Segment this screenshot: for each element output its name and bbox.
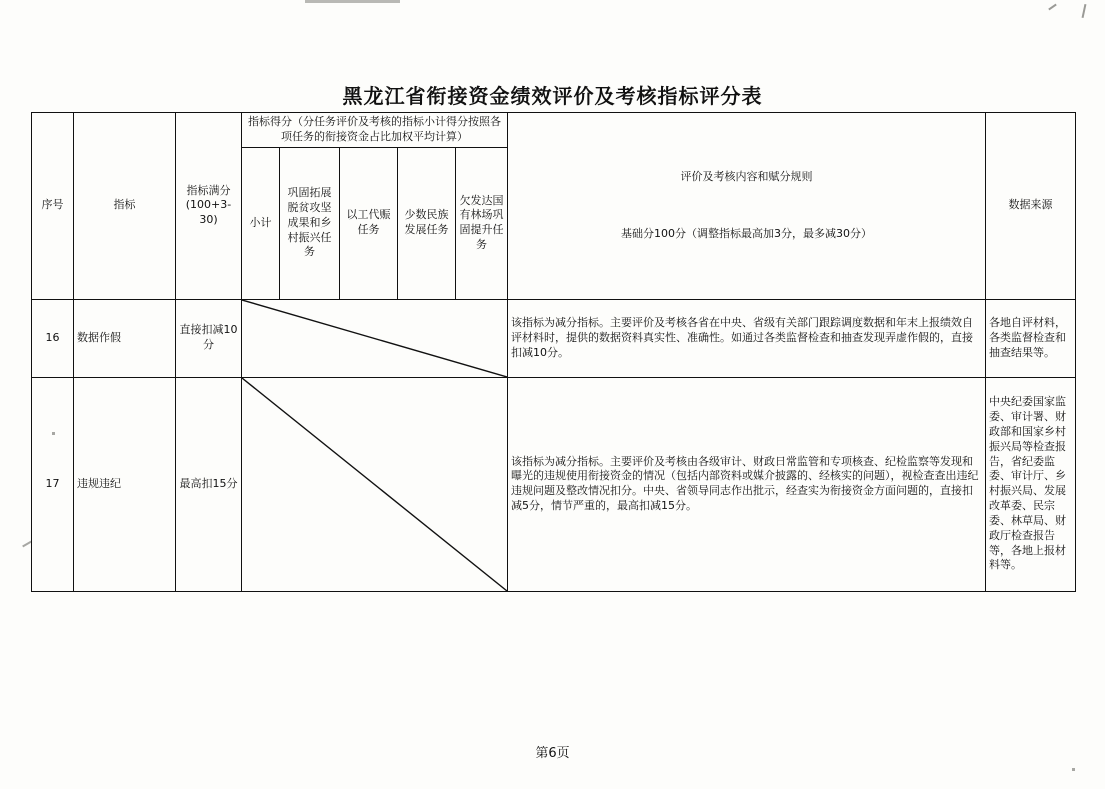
header-full-score: 指标满分(100+3-30) <box>176 113 242 300</box>
row-content: 该指标为减分指标。主要评价及考核各省在中央、省级有关部门跟踪调度数据和年末上报绩效自评材料时，提供的数据资料真实性、准确性。如通过各类监督检查和抽查发现弄虚作假的，直接扣减10分。 <box>508 299 986 377</box>
row-seq: 17 <box>32 377 74 591</box>
scoring-table <box>31 112 1076 592</box>
row-full-score: 直接扣减10分 <box>176 299 242 377</box>
header-data-source: 数据来源 <box>986 113 1076 300</box>
header-indicator: 指标 <box>74 113 176 300</box>
table-row <box>32 299 1076 377</box>
diagonal-strike-icon <box>242 300 507 377</box>
scan-artifact-top <box>305 0 400 3</box>
header-score-group: 指标得分（分任务评价及考核的指标小计得分按照各项任务的衔接资金占比加权平均计算） <box>242 113 508 148</box>
row-content: 该指标为减分指标。主要评价及考核由各级审计、财政日常监管和专项核查、纪检监察等发现和曝光的违规使用衔接资金的情况（包括内部资料或媒介披露的、经核实的问题），视检查查出违纪违规问题及整改情况扣分。中央、省领导同志作出批示，经查实为衔接资金方面问题的，直接扣减5分，情节严重的，最高扣减15分。 <box>508 377 986 591</box>
table-header-row-1 <box>32 113 1076 148</box>
header-content-rules-title: 评价及考核内容和赋分规则 <box>680 170 813 183</box>
row-full-score: 最高扣15分 <box>176 377 242 591</box>
page-number: 第6页 <box>535 746 570 761</box>
header-sub-col-3: 欠发达国有林场巩固提升任务 <box>456 147 508 299</box>
row-score-cells-struck <box>242 299 508 377</box>
page-title: 黑龙江省衔接资金绩效评价及考核指标评分表 <box>342 84 763 108</box>
header-sub-col-1: 以工代赈任务 <box>340 147 398 299</box>
row-data-source: 中央纪委国家监委、审计署、财政部和国家乡村振兴局等检查报告，省纪委监委、审计厅、乡村振兴局、发展改革委、民宗委、林草局、财政厅检查报告等，各地上报材料等。 <box>986 377 1076 591</box>
header-sub-col-0: 巩固拓展脱贫攻坚成果和乡村振兴任务 <box>280 147 340 299</box>
header-subtotal: 小计 <box>242 147 280 299</box>
row-score-cells-struck <box>242 377 508 591</box>
row-seq: 16 <box>32 299 74 377</box>
scan-artifact-bottom-right <box>1072 768 1075 771</box>
table-row <box>32 377 1076 591</box>
row-indicator: 违规违纪 <box>74 377 176 591</box>
row-indicator: 数据作假 <box>74 299 176 377</box>
row-data-source: 各地自评材料，各类监督检查和抽查结果等。 <box>986 299 1076 377</box>
header-content-rules-note: 基础分100分（调整指标最高加3分，最多减30分） <box>621 226 873 240</box>
diagonal-strike-icon <box>242 378 507 591</box>
header-sub-col-2: 少数民族发展任务 <box>398 147 456 299</box>
header-seq: 序号 <box>32 113 74 300</box>
header-content-rules <box>508 113 986 300</box>
scan-artifact-top-right-1 <box>1048 4 1057 11</box>
scan-artifact-top-right-2 <box>1082 4 1087 18</box>
